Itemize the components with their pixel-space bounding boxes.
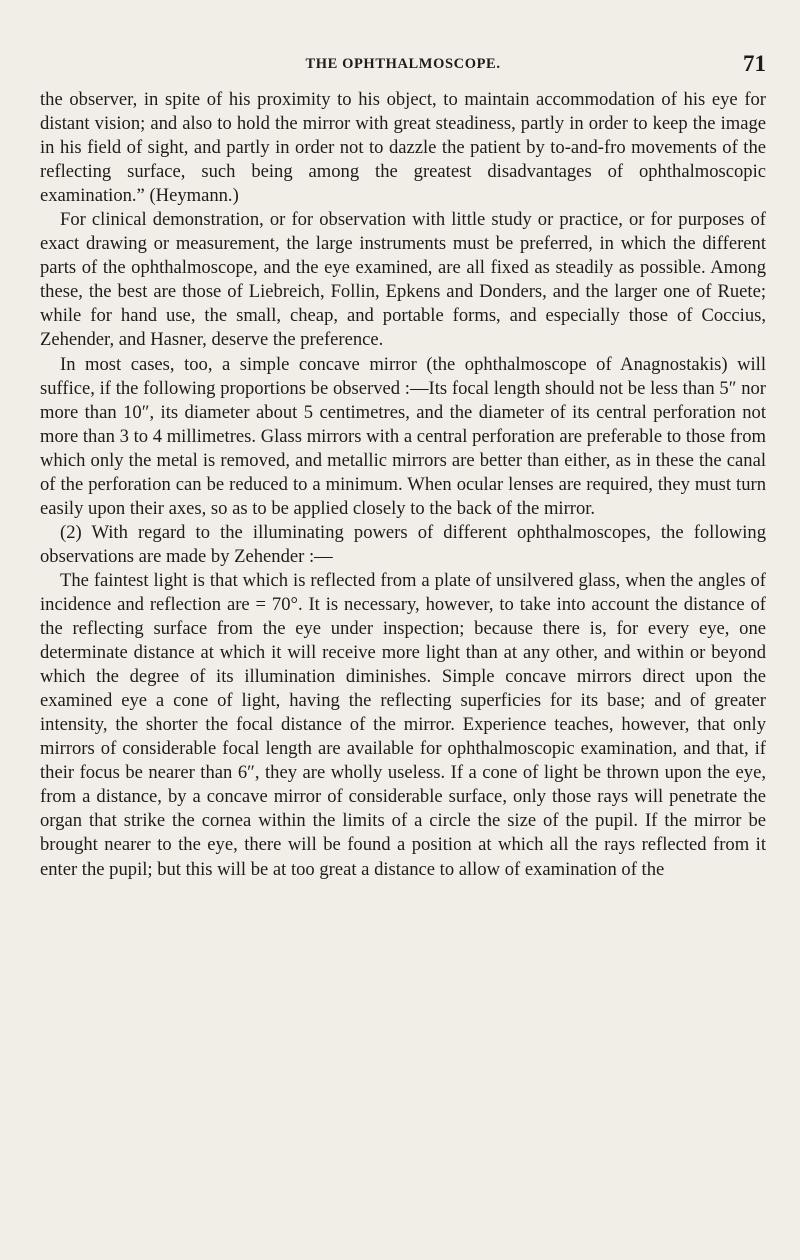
book-page <box>40 52 766 882</box>
paragraph-continued: the observer, in spite of his proximity to his object, to maintain accommodation of his eye for distant vision; and also to hold the mirror with great steadiness, partly in order to keep the image in his field of sight, and partly in order not to dazzle the patient by to-and-fro movements of the reflecting surface, such being among the greatest disadvantages of ophthalmoscopic examination.” (Heymann.) <box>40 89 766 207</box>
paragraph-concave-mirror: In most cases, too, a simple concave mirror (the ophthalmoscope of Anagnostakis) will suffice, if the following proportions be observed :—Its focal length should not be less than 5″ nor more than 10″, its diameter about 5 centimetres, and the diameter of its central perforation not more than 3 to 4 millimetres. Glass mirrors with a central perforation are preferable to those from which only the metal is removed, and metallic mirrors are better than either, as in these the canal of the perforation can be reduced to a minimum. When ocular lenses are required, they must turn easily upon their axes, so as to be applied closely to the back of the mirror. <box>40 353 766 519</box>
paragraph-clinical-instruments: For clinical demonstration, or for observation with little study or practice, or for purposes of exact drawing or measurement, the large instruments must be preferred, in which the different parts of the ophthalmoscope, and the eye examined, are all fixed as steadily as possible. Among these, the best are those of Liebreich, Follin, Epkens and Donders, and the larger one of Ruete; while for hand use, the small, cheap, and portable forms, and especially those of Coccius, Zehender, and Hasner, deserve the preference. <box>40 209 766 351</box>
body-text <box>40 88 766 882</box>
paragraph-illuminating-powers: (2) With regard to the illuminating powers of different ophthalmoscopes, the following observations are made by Zehender :— <box>40 521 766 567</box>
paragraph-faintest-light: The faintest light is that which is reflected from a plate of unsilvered glass, when the angles of incidence and reflection are = 70°. It is necessary, however, to take into account the distance of the reflecting surface from the eye under inspection; because there is, for every eye, one determinate distance at which it will receive more light than at any other, and within or beyond which the degree of its illumination diminishes. Simple concave mirrors direct upon the examined eye a cone of light, having the reflecting superficies for its base; and of greater intensity, the shorter the focal distance of the mirror. Experience teaches, however, that only mirrors of considerable focal length are available for ophthalmoscopic examination, and that, if their focus be nearer than 6″, they are wholly useless. If a cone of light be thrown upon the eye, from a distance, by a concave mirror of considerable surface, only those rays will penetrate the organ that strike the cornea within the limits of a circle the size of the pupil. If the mirror be brought nearer to the eye, there will be found a position at which all the rays reflected from it enter the pupil; but this will be at too great a distance to allow of examination of the <box>40 569 766 880</box>
page-header <box>40 52 766 82</box>
page-number: 71 <box>743 51 766 76</box>
running-title: THE OPHTHALMOSCOPE. <box>305 56 501 72</box>
